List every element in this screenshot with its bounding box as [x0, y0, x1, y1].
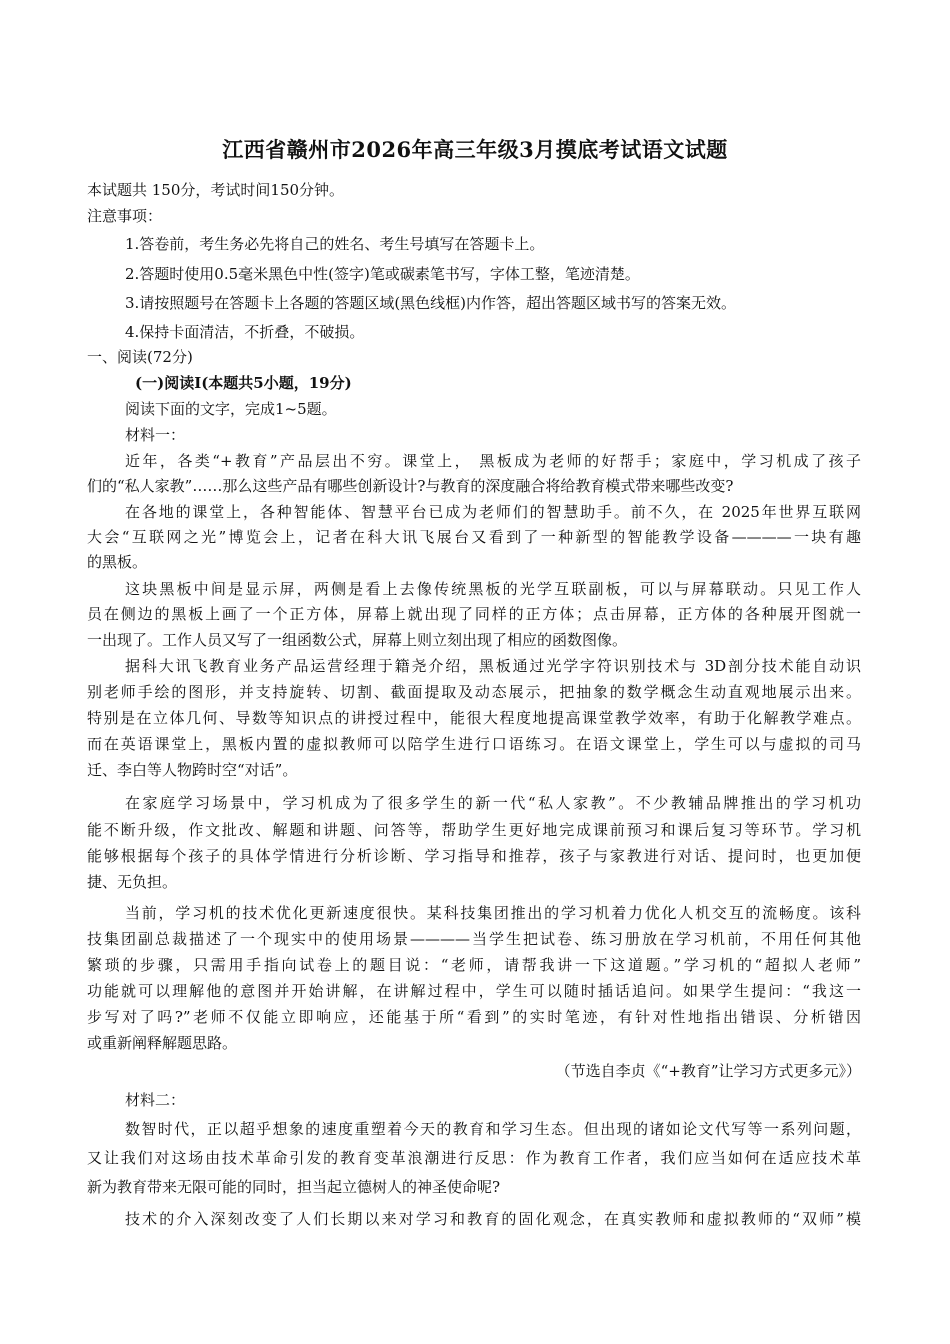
material1-line: 功能就可以理解他的意图并开始讲解，在讲解过程中，学生可以随时插话追问。如果学生提问：“我这一	[87, 982, 861, 1000]
material1-line: 或重新阐释解题思路。	[87, 1034, 238, 1052]
material2-line: 数智时代，正以超乎想象的速度重塑着今天的教育和学习生态。但出现的诸如论文代写等一系列问题，	[125, 1120, 861, 1138]
material1-line: 捷、无负担。	[87, 873, 178, 891]
notice-item: 3.请按照题号在答题卡上各题的答题区域(黑色线框)内作答，超出答题区域书写的答案无效。	[125, 294, 737, 312]
exam-intro: 本试题共 150分，考试时间150分钟。	[87, 181, 345, 199]
notice-item: 2.答题时使用0.5毫米黑色中性(签字)笔或碳素笔书写，字体工整，笔迹清楚。	[125, 265, 640, 283]
reading-instruction: 阅读下面的文字，完成1~5题。	[125, 400, 337, 418]
material1-line: 近年，各类“+教育”产品层出不穷。课堂上， 黑板成为老师的好帮手；家庭中，学习机成了孩子	[125, 452, 861, 470]
section-heading: 一、阅读(72分)	[87, 348, 193, 366]
material1-line: 据科大讯飞教育业务产品运营经理于籍尧介绍，黑板通过光学字符识别技术与 3D剖分技术能自动识	[125, 657, 861, 675]
notice-item: 4.保持卡面清洁，不折叠，不破损。	[125, 323, 365, 341]
material1-line: 们的“私人家教”……那么这些产品有哪些创新设计?与教育的深度融合将给教育模式带来哪些改变?	[87, 477, 734, 495]
material1-line: 这块黑板中间是显示屏，两侧是看上去像传统黑板的光学互联副板，可以与屏幕联动。只见工作人	[125, 580, 861, 598]
material1-line: 技集团副总裁描述了一个现实中的使用场景————当学生把试卷、练习册放在学习机前，不用任何其他	[87, 930, 861, 948]
material1-line: 能够根据每个孩子的具体学情进行分析诊断、学习指导和推荐，孩子与家教进行对话、提问时，也更加便	[87, 847, 861, 865]
notice-item: 1.答卷前，考生务必先将自己的姓名、考生号填写在答题卡上。	[125, 235, 545, 253]
material1-line: 大会“互联网之光”博览会上，记者在科大讯飞展台又看到了一种新型的智能教学设备————一块有趣	[87, 528, 861, 546]
material2-line: 又让我们对这场由技术革命引发的教育变革浪潮进行反思：作为教育工作者，我们应当如何在适应技术革	[87, 1149, 861, 1167]
material2-line: 技术的介入深刻改变了人们长期以来对学习和教育的固化观念，在真实教师和虚拟教师的“双师”模	[125, 1210, 861, 1228]
subsection-heading: (一)阅读Ⅰ(本题共5小题，19分)	[135, 374, 352, 392]
material1-line: 的黑板。	[87, 553, 148, 571]
material1-line: 别老师手绘的图形，并支持旋转、切割、截面提取及动态展示，把抽象的数学概念生动直观地展示出来。	[87, 683, 861, 701]
material1-line: 能不断升级，作文批改、解题和讲题、问答等，帮助学生更好地完成课前预习和课后复习等环节。学习机	[87, 821, 861, 839]
material1-line: 一出现了。工作人员又写了一组函数公式，屏幕上则立刻出现了相应的函数图像。	[87, 631, 628, 649]
material2-line: 新为教育带来无限可能的同时，担当起立德树人的神圣使命呢?	[87, 1178, 501, 1196]
material1-line: 在各地的课堂上，各种智能体、智慧平台已成为老师们的智慧助手。前不久，在 2025年世界互联网	[125, 503, 861, 521]
material1-line: 员在侧边的黑板上画了一个正方体，屏幕上就出现了同样的正方体；点击屏幕，正方体的各种展开图就一	[87, 605, 861, 623]
material1-line: 而在英语课堂上，黑板内置的虚拟教师可以陪学生进行口语练习。在语文课堂上，学生可以与虚拟的司马	[87, 735, 861, 753]
material2-label: 材料二：	[125, 1091, 186, 1109]
material1-line: 繁琐的步骤，只需用手指向试卷上的题目说：“老师，请帮我讲一下这道题。”学习机的“超拟人老师”	[87, 956, 861, 974]
material1-source: （节选自李贞《“+教育”让学习方式更多元》）	[555, 1062, 861, 1080]
material1-line: 步写对了吗?”老师不仅能立即响应，还能基于所“看到”的实时笔迹，有针对性地指出错误、分析错因	[87, 1008, 861, 1026]
material1-line: 特别是在立体几何、导数等知识点的讲授过程中，能很大程度地提高课堂教学效率，有助于化解教学难点。	[87, 709, 861, 727]
notice-heading: 注意事项：	[87, 207, 163, 225]
material1-line: 迁、李白等人物跨时空“对话”。	[87, 761, 298, 779]
material1-label: 材料一：	[125, 426, 186, 444]
material1-line: 在家庭学习场景中，学习机成为了很多学生的新一代“私人家教”。不少教辅品牌推出的学习机功	[125, 794, 861, 812]
page-title: 江西省赣州市2026年高三年级3月摸底考试语文试题	[222, 137, 728, 162]
material1-line: 当前，学习机的技术优化更新速度很快。某科技集团推出的学习机着力优化人机交互的流畅度。该科	[125, 904, 861, 922]
